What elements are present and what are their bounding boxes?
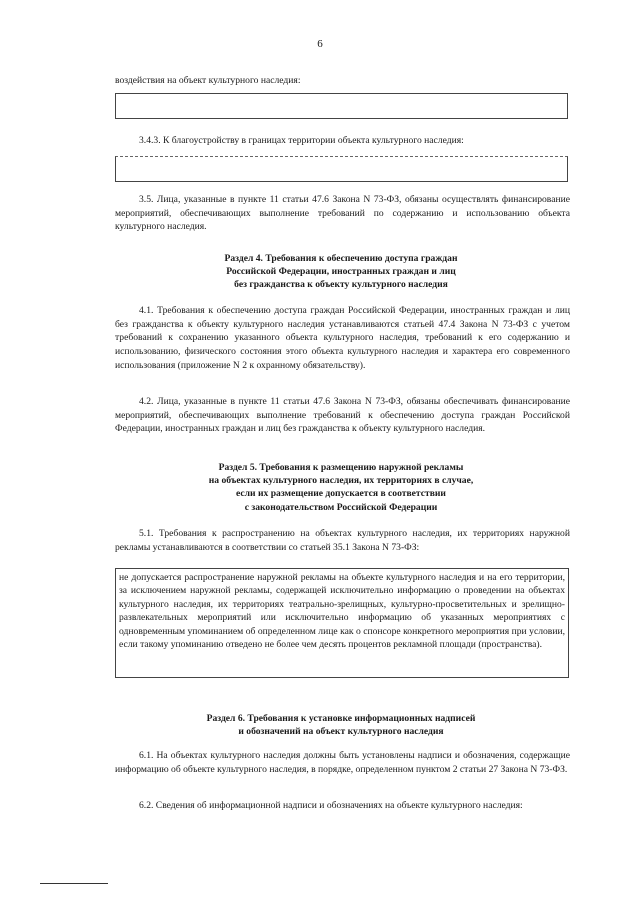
section-4-title-line: Раздел 4. Требования к обеспечению доступа граждан xyxy=(224,253,458,264)
section-4-title-line: без гражданства к объекту культурного наследия xyxy=(234,279,448,291)
paragraph-3-4-3: 3.4.3. К благоустройству в границах территории объекта культурного наследия: xyxy=(139,135,464,146)
section-5-title-line: на объектах культурного наследия, их территориях в случае, xyxy=(208,475,474,487)
section-5-title-line: с законодательством Российской Федерации xyxy=(244,501,438,513)
section-6-heading xyxy=(112,712,570,738)
advertising-requirements-box: не допускается распространение наружной рекламы на объекте культурного наследия и на его территории, за исключением наружной рекламы, содержащей исключительно информацию о проведении на объектах культурного наследия, их территориях театрально-зрелищных, культурно-просветительных и зрелищно-развлекательных мероприятий или исключительно информацию об указанных мероприятиях с одновременным упоминанием об определенном лице как о спонсоре конкретного мероприятия при условии, если такому упоминанию отведено не более чем десять процентов рекламной площади (пространства). xyxy=(115,568,569,678)
input-box-improvement[interactable] xyxy=(115,156,568,182)
section-5-heading xyxy=(112,461,570,514)
paragraph-6-2: 6.2. Сведения об информационной надписи и обозначениях на объекте культурного наследия: xyxy=(139,800,523,811)
text-line-effects: воздействия на объект культурного наследия: xyxy=(115,75,301,86)
page-number: 6 xyxy=(317,38,323,50)
paragraph-4-1: 4.1. Требования к обеспечению доступа граждан Российской Федерации, иностранных граждан и лиц без гражданства к объекту культурного наследия устанавливаются статьей 47.4 Закона N 73-ФЗ с учетом требований к сохранению указанного объекта культурного наследия, требований к его содержанию и использованию, физического состояния этого объекта культурного наследия и характера его современного использования (приложение N 2 к охранному обязательству). xyxy=(115,305,570,371)
input-box-effects[interactable] xyxy=(115,93,568,119)
section-6-title-line: и обозначений на объект культурного наследия xyxy=(238,726,444,738)
footnote-separator xyxy=(40,883,108,884)
section-5-title-line: Раздел 5. Требования к размещению наружной рекламы xyxy=(218,462,464,473)
paragraph-3-5: 3.5. Лица, указанные в пункте 11 статьи 47.6 Закона N 73-ФЗ, обязаны осуществлять финансирование мероприятий, обеспечивающих выполнение требований по содержанию и использованию объекта культурного наследия. xyxy=(115,194,570,233)
section-4-heading xyxy=(112,252,570,292)
paragraph-4-2: 4.2. Лица, указанные в пункте 11 статьи 47.6 Закона N 73-ФЗ, обязаны обеспечивать финансирование мероприятий, обеспечивающих выполнение требований к обеспечению доступа граждан Российской Федерации, иностранных граждан и лиц без гражданства к объекту культурного наследия. xyxy=(115,396,570,435)
paragraph-5-1: 5.1. Требования к распространению на объектах культурного наследия, их территориях наружной рекламы устанавливаются в соответствии со статьей 35.1 Закона N 73-ФЗ: xyxy=(115,528,570,553)
section-5-title-line: если их размещение допускается в соответствии xyxy=(236,488,446,500)
section-6-title-line: Раздел 6. Требования к установке информационных надписей xyxy=(206,713,476,724)
section-4-title-line: Российской Федерации, иностранных граждан и лиц xyxy=(226,266,456,278)
paragraph-6-1: 6.1. На объектах культурного наследия должны быть установлены надписи и обозначения, содержащие информацию об объекте культурного наследия, в порядке, определенном пунктом 2 статьи 27 Закона N 73-ФЗ. xyxy=(115,750,570,775)
